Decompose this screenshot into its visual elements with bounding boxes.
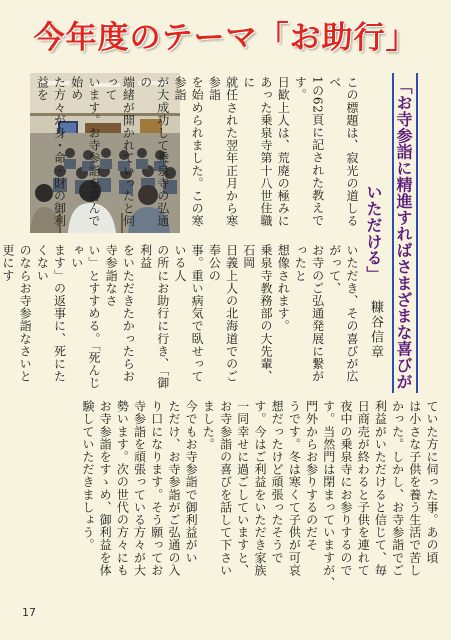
article-text-column-bottom: ていた方に伺った事。あの頃 は小さな子供を養う生活で苦し かった。しかし、お寺参詣でご 利益がいただけると信じて、毎 日商売が終わると子供を連れて 夜中の乗泉寺にお参りするので す。当然門は閉まっていますが、 門外からお参りするのだそ うです。冬は寒くて子供が可哀 想だったけど頑張ったそうで す。今はご利益をいただき家族 一同幸せに過ごしていますと、 お寺参詣の喜びを話して下さい ました。 今でもお寺参詣で御利益がい ただけ、お寺参詣がご弘通の入 り口になります。そう願ってお 寺参詣を頑張っている方々が大 勢います。次の世代の方々にも お寺参詣をすゝめ、御利益を体 験していただきましょう。 — [80, 400, 439, 589]
banner-title: 今年度のテーマ「お助行」 — [33, 20, 418, 56]
article-text-column-middle: いただき、その喜びが広がって、 お寺のご弘通発展に繋がったと 想像されます。 乗泉寺教務部の大先輩、石岡 日義上人の北海道でのご奉公の 事。重い病気で臥せっている人 の所にお助行に行き、「御利益 をいただきたかったらお寺参詣なさ い」とすすめる。「死んじゃい ます」の返事に、死にたくない のならお寺参詣なさいと更にす — [0, 244, 359, 390]
theme-banner — [0, 0, 451, 64]
article-text-column-top: この標題は、寂光の道しるべ 1の62頁に記された教えです。 日歓上人は、荒廃の極みに あった乗泉寺第十八世住職に 就任された翌年正月から寒参詣 を始められました。この寒参詣 が大成功して乗泉寺の弘通の 端緒が開かれていったと伺って います。お寺参詣を喜んで始め た方々が身・命・財の御利益を — [35, 76, 359, 228]
page-number: 17 — [22, 606, 36, 619]
article-headline: 「お寺参詣に精進すればさまざまな喜びがいただける」 — [364, 77, 413, 390]
author-name: 糠谷信章 — [368, 300, 383, 360]
